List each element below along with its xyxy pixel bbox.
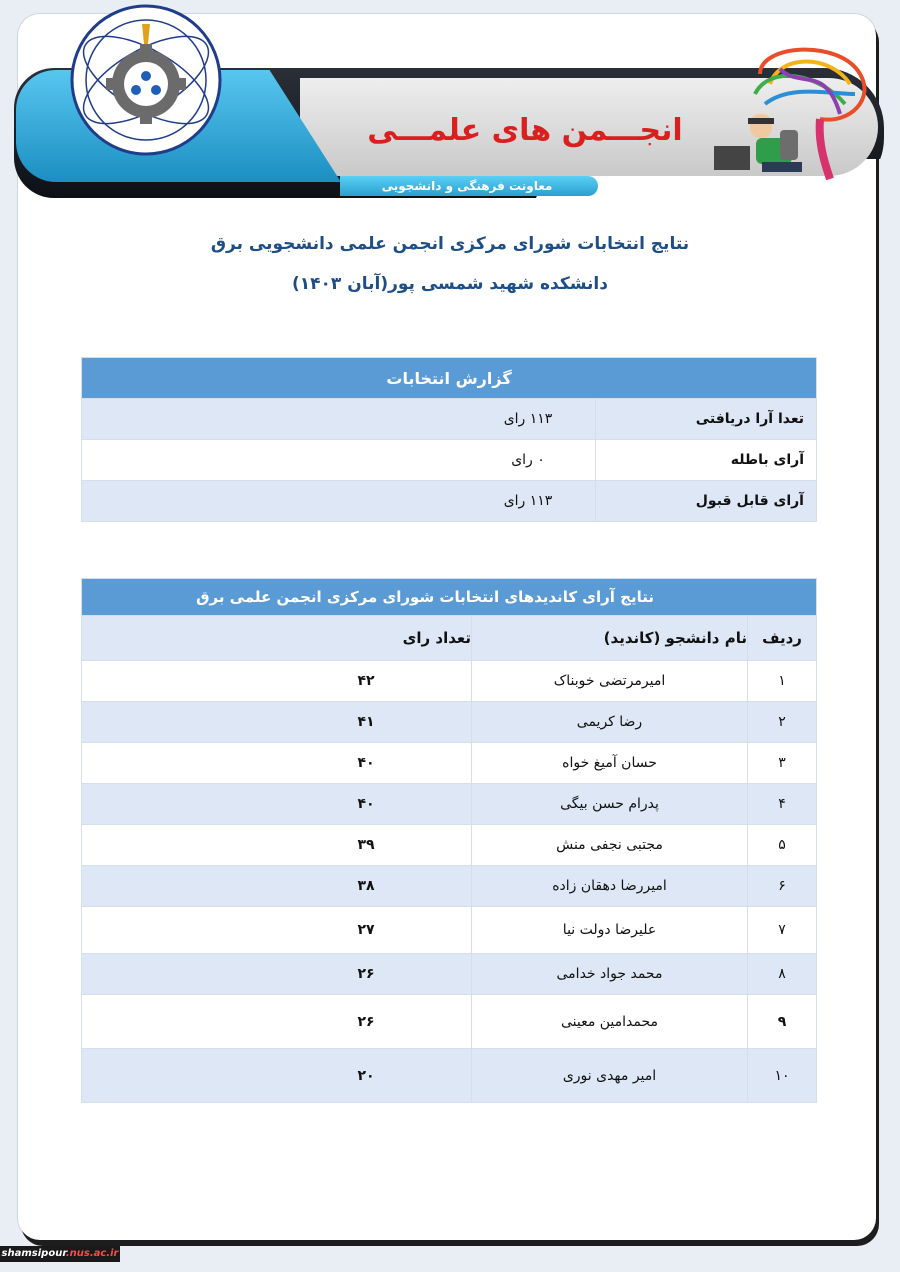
report-value: ۱۱۳ رای	[82, 481, 596, 522]
document-title-line2: دانشکده شهید شمسی پور(آبان ۱۴۰۳)	[292, 274, 608, 294]
table-row	[82, 1049, 817, 1103]
row-number: ۱	[748, 661, 817, 702]
report-heading: گزارش انتخابات	[82, 358, 817, 399]
candidate-name: مجتبی نجفی منش	[472, 825, 748, 866]
row-number: ۸	[748, 954, 817, 995]
candidate-name: رضا کریمی	[472, 702, 748, 743]
vote-count: ۲۷	[82, 907, 472, 954]
table-row	[82, 702, 817, 743]
candidate-name: امیر مهدی نوری	[472, 1049, 748, 1103]
candidate-name: محمدامین معینی	[472, 995, 748, 1049]
candidate-name: پدرام حسن بیگی	[472, 784, 748, 825]
vote-count: ۳۹	[82, 825, 472, 866]
election-report-table	[81, 357, 817, 522]
report-label: آرای قابل قبول	[596, 481, 817, 522]
report-row	[82, 440, 817, 481]
table-row	[82, 825, 817, 866]
report-value: ۱۱۳ رای	[82, 399, 596, 440]
report-row	[82, 399, 817, 440]
vote-count: ۴۰	[82, 784, 472, 825]
row-number: ۹	[748, 995, 817, 1049]
vote-count: ۲۶	[82, 995, 472, 1049]
table-row	[82, 907, 817, 954]
row-number: ۲	[748, 702, 817, 743]
table-row	[82, 954, 817, 995]
association-logo	[70, 4, 222, 156]
row-number: ۷	[748, 907, 817, 954]
report-label: آرای باطله	[596, 440, 817, 481]
vote-count: ۳۸	[82, 866, 472, 907]
column-header-votes: تعداد رای	[82, 616, 472, 661]
document-title-line1: نتایج انتخابات شورای مرکزی انجمن علمی دانشجویی برق	[210, 234, 690, 254]
report-row	[82, 481, 817, 522]
row-number: ۶	[748, 866, 817, 907]
table-row	[82, 866, 817, 907]
website-name: shamsipour	[1, 1248, 66, 1259]
vote-count: ۴۲	[82, 661, 472, 702]
results-heading: نتایج آرای کاندیدهای انتخابات شورای مرکزی انجمن علمی برق	[82, 579, 817, 616]
student-brain-illustration	[700, 34, 880, 184]
website-domain: .nus.ac.ir	[65, 1248, 119, 1259]
row-number: ۴	[748, 784, 817, 825]
candidate-results-table	[81, 578, 817, 1103]
candidate-name: امیررضا دهقان زاده	[472, 866, 748, 907]
candidate-name: امیرمرتضی خوبناک	[472, 661, 748, 702]
column-header-candidate-name: نام دانشجو (کاندید)	[472, 616, 748, 661]
row-number: ۵	[748, 825, 817, 866]
candidate-name: حسان آمیغ خواه	[472, 743, 748, 784]
column-header-row-number: ردیف	[748, 616, 817, 661]
website-link[interactable]	[0, 1246, 120, 1262]
table-row	[82, 661, 817, 702]
row-number: ۳	[748, 743, 817, 784]
candidate-name: محمد جواد خدامی	[472, 954, 748, 995]
vote-count: ۴۱	[82, 702, 472, 743]
vote-count: ۴۰	[82, 743, 472, 784]
vote-count: ۲۰	[82, 1049, 472, 1103]
table-row	[82, 784, 817, 825]
report-label: تعدا آرا دریافتی	[596, 399, 817, 440]
table-row	[82, 743, 817, 784]
report-value: ۰ رای	[82, 440, 596, 481]
banner-title: انجـــمن های علمـــی	[367, 113, 683, 148]
candidate-name: علیرضا دولت نیا	[472, 907, 748, 954]
table-row	[82, 995, 817, 1049]
subtitle-strip-text: معاونت فرهنگی و دانشجویی	[381, 179, 553, 193]
vote-count: ۲۶	[82, 954, 472, 995]
row-number: ۱۰	[748, 1049, 817, 1103]
